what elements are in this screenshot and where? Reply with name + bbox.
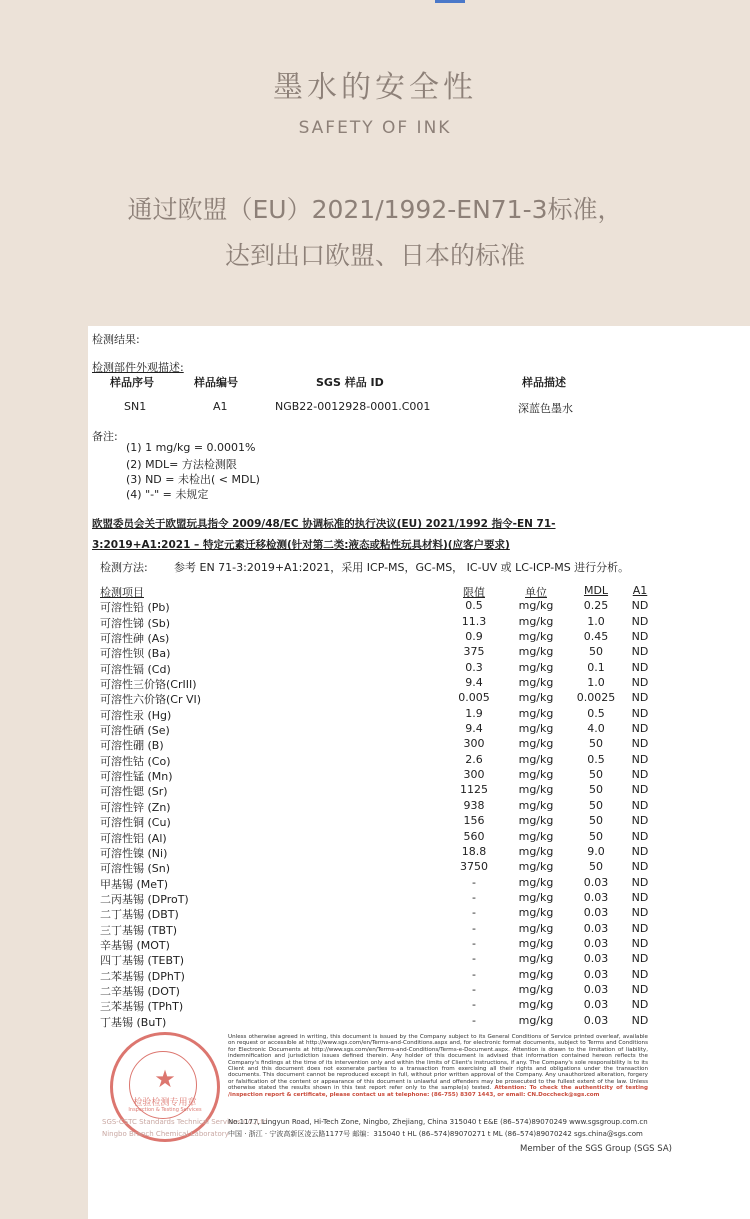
cell-unit: mg/kg [518,829,554,843]
cell-unit: mg/kg [518,645,554,659]
results-label: 检测结果: [92,333,140,346]
cell-result: ND [631,829,649,843]
cell-limit: - [472,952,476,966]
cell-mdl: 0.03 [583,982,609,996]
cell-unit: mg/kg [518,660,554,674]
cell-result: ND [631,599,649,613]
cell-unit: mg/kg [518,952,554,966]
cell-result: ND [631,998,649,1012]
cell-unit: mg/kg [518,1013,554,1027]
cell-limit: 0.5 [465,599,483,613]
table-row [100,983,750,998]
cell-item: 二辛基锡 (DOT) [100,984,180,998]
standard-line-1: 欧盟委员会关于欧盟玩具指令 2009/48/EC 协调标准的执行决议(EU) 2021/1992 指令-EN 71- [92,518,556,530]
cell-unit: mg/kg [518,967,554,981]
cell-mdl: 50 [589,737,603,751]
table-row [100,676,750,691]
top-accent-bar [435,0,465,3]
cell-mdl: 1.0 [587,676,605,690]
claim-line-1: 通过欧盟（EU）2021/1992-EN71-3标准， [127,195,623,224]
fine-print-text: Unless otherwise agreed in writing, this document is issued by the Company subject to its General Conditions of Service printed overleaf, available on request or accessible at http://www.sgs.com/en/Terms-and-Conditions.aspx and, for electronic format documents, subject to Terms and Conditions for Electronic Documents at http://www.sgs.com/en/Terms-and-Conditions/Terms-e-Document.aspx. Attention is drawn to the limitation of liability, indemnification and jurisdiction issues defined therein. Any holder of this document is advised that information contained hereon reflects the Company's findings at the time of its intervention only and within the limits of Client's instructions, if any. The Company's sole responsibility is to its Client and this document does not exonerate parties to a transaction from exercising all their rights and obligations under the transaction documents. This document cannot be reproduced except in full, without prior written approval of the Company. Any unauthorized alteration, forgery or falsification of the content or appearance of this document is unlawful and offenders may be prosecuted to the fullest extent of the law. Unless otherwise stated the results shown in this test report refer only to the sample(s) tested. [228,1034,648,1092]
table-header-row [100,584,750,599]
sample-header-seq: 样品序号 [110,376,154,389]
fine-print [228,1034,648,1098]
seal-star-icon: ★ [154,1065,176,1093]
cell-item: 甲基锡 (MeT) [100,877,169,891]
cell-unit: mg/kg [518,906,554,920]
cell-item: 二苯基锡 (DPhT) [100,969,185,983]
cell-unit: mg/kg [518,998,554,1012]
table-row [100,922,750,937]
cell-mdl: 0.03 [583,936,609,950]
cell-mdl: 0.03 [583,921,609,935]
cell-item: 可溶性锑 (Sb) [100,616,171,630]
cell-mdl: 9.0 [587,844,605,858]
table-row [100,1014,750,1029]
table-row [100,768,750,783]
cell-item: 丁基锡 (BuT) [100,1015,167,1029]
cell-limit: - [472,890,476,904]
cell-limit: 560 [463,829,485,843]
cell-item: 可溶性钡 (Ba) [100,647,171,661]
cell-unit: mg/kg [518,614,554,628]
cell-mdl: 50 [589,814,603,828]
cell-item: 四丁基锡 (TEBT) [100,954,185,968]
method-text: 参考 EN 71-3:2019+A1:2021，采用 ICP-MS，GC-MS， IC-UV 或 LC-ICP-MS 进行分析。 [174,561,630,574]
cell-mdl: 0.03 [583,952,609,966]
cell-mdl: 0.03 [583,906,609,920]
table-row [100,937,750,952]
table-row [100,645,750,660]
note-1: (1) 1 mg/kg = 0.0001% [126,441,256,454]
table-row [100,906,750,921]
cell-unit: mg/kg [518,722,554,736]
col-header-unit: 单位 [525,586,547,599]
cell-mdl: 0.03 [583,998,609,1012]
cell-mdl: 50 [589,829,603,843]
table-row [100,952,750,967]
cell-limit: 1.9 [465,706,483,720]
seal-text-en: Inspection & Testing Services [128,1107,202,1113]
cell-limit: - [472,998,476,1012]
cell-result: ND [631,783,649,797]
cell-unit: mg/kg [518,844,554,858]
cell-result: ND [631,1013,649,1027]
table-row [100,998,750,1013]
table-row [100,891,750,906]
cell-result: ND [631,706,649,720]
cell-limit: - [472,921,476,935]
cell-limit: 3750 [460,860,488,874]
cell-limit: - [472,967,476,981]
cell-item: 三苯基锡 (TPhT) [100,1000,184,1014]
cell-mdl: 0.03 [583,1013,609,1027]
table-row [100,753,750,768]
cell-mdl: 0.25 [583,599,609,613]
note-3: (3) ND = 未检出( < MDL) [126,473,260,486]
cell-unit: mg/kg [518,860,554,874]
cell-limit: 2.6 [465,752,483,766]
col-header-mdl: MDL [583,584,609,597]
cell-limit: 0.005 [458,691,490,705]
cell-limit: 300 [463,768,485,782]
cell-unit: mg/kg [518,875,554,889]
cell-mdl: 50 [589,645,603,659]
cell-item: 可溶性锡 (Sn) [100,862,171,876]
standard-line-2: 3:2019+A1:2021 – 特定元素迁移检测(针对第二类:液态或粘性玩具材料)(应客户要求) [92,539,510,551]
cell-result: ND [631,860,649,874]
cell-unit: mg/kg [518,676,554,690]
cell-result: ND [631,921,649,935]
cell-mdl: 50 [589,783,603,797]
cell-result: ND [631,906,649,920]
page-title-en: SAFETY OF INK [298,118,452,138]
cell-item: 可溶性硒 (Se) [100,724,170,738]
cell-item: 可溶性锶 (Sr) [100,785,168,799]
table-row [100,814,750,829]
cell-mdl: 0.1 [587,660,605,674]
cell-unit: mg/kg [518,890,554,904]
cell-limit: 0.9 [465,630,483,644]
cell-result: ND [631,676,649,690]
table-row [100,783,750,798]
table-row [100,860,750,875]
sample-desc-label: 检测部件外观描述: [92,361,184,374]
cell-result: ND [631,936,649,950]
cell-result: ND [631,645,649,659]
address-en: No.1177, Lingyun Road, Hi-Tech Zone, Ningbo, Zhejiang, China 315040 t E&E (86–574)89070249 www.sgsgroup.com.cn [228,1118,648,1126]
table-row [100,845,750,860]
sample-header-no: 样品编号 [194,376,238,389]
cell-result: ND [631,798,649,812]
cell-result: ND [631,967,649,981]
cell-mdl: 0.03 [583,890,609,904]
table-row [100,661,750,676]
table-row [100,830,750,845]
table-row [100,707,750,722]
sample-value-no: A1 [213,400,228,413]
cell-item: 可溶性钴 (Co) [100,754,171,768]
cell-item: 可溶性镍 (Ni) [100,846,168,860]
cell-limit: 9.4 [465,676,483,690]
sample-value-seq: SN1 [124,400,147,413]
table-row [100,615,750,630]
note-4: (4) "-" = 未规定 [126,488,209,501]
cell-result: ND [631,630,649,644]
faded-company-line-2: Ningbo Branch Chemical Laboratory [102,1130,229,1138]
cell-result: ND [631,660,649,674]
cell-item: 可溶性砷 (As) [100,632,170,646]
note-2: (2) MDL= 方法检测限 [126,458,237,471]
method-label: 检测方法: [100,561,148,574]
table-row [100,630,750,645]
claim-line-2: 达到出口欧盟、日本的标准 [224,241,525,270]
sample-header-desc: 样品描述 [522,376,566,389]
cell-item: 三丁基锡 (TBT) [100,923,178,937]
cell-item: 可溶性硼 (B) [100,739,164,753]
cell-result: ND [631,814,649,828]
cell-limit: 300 [463,737,485,751]
cell-unit: mg/kg [518,814,554,828]
cell-mdl: 1.0 [587,614,605,628]
cell-mdl: 0.5 [587,752,605,766]
cell-result: ND [631,844,649,858]
notes-label: 备注: [92,430,118,443]
table-row [100,722,750,737]
cell-item: 二丙基锡 (DProT) [100,892,189,906]
cell-item: 二丁基锡 (DBT) [100,908,179,922]
cell-result: ND [631,890,649,904]
cell-unit: mg/kg [518,691,554,705]
address-cn: 中国 · 浙江 · 宁波高新区凌云路1177号 邮编：315040 t HL (86–574)89070271 t ML (86–574)89070242 sgs.china@sgs.com [228,1130,643,1138]
cell-result: ND [631,982,649,996]
table-row [100,876,750,891]
table-row [100,968,750,983]
cell-result: ND [631,752,649,766]
cell-item: 可溶性锰 (Mn) [100,770,173,784]
cell-mdl: 0.03 [583,967,609,981]
table-row [100,737,750,752]
cell-item: 可溶性六价铬(Cr VI) [100,693,202,707]
table-row [100,599,750,614]
cell-mdl: 0.0025 [576,691,616,705]
cell-item: 可溶性铅 (Pb) [100,601,170,615]
cell-limit: 938 [463,798,485,812]
cell-result: ND [631,875,649,889]
cell-mdl: 50 [589,768,603,782]
seal-text: 检验检测专用章 [133,1098,197,1108]
table-body [100,599,750,1029]
sample-value-desc: 深蓝色墨水 [518,402,573,415]
cell-item: 可溶性铜 (Cu) [100,816,171,830]
cell-limit: 18.8 [461,844,487,858]
cell-unit: mg/kg [518,768,554,782]
cell-unit: mg/kg [518,921,554,935]
cell-unit: mg/kg [518,798,554,812]
cell-mdl: 0.5 [587,706,605,720]
cell-result: ND [631,614,649,628]
cell-mdl: 50 [589,798,603,812]
cell-limit: 0.3 [465,660,483,674]
col-header-limit: 限值 [463,586,485,599]
test-report-document [88,326,750,1219]
cell-unit: mg/kg [518,706,554,720]
cell-result: ND [631,952,649,966]
cell-unit: mg/kg [518,936,554,950]
cell-item: 可溶性汞 (Hg) [100,708,172,722]
cell-item: 可溶性铝 (Al) [100,831,167,845]
cell-limit: 375 [463,645,485,659]
cell-mdl: 0.45 [583,630,609,644]
sgs-member-note: Member of the SGS Group (SGS SA) [520,1144,672,1154]
cell-limit: - [472,906,476,920]
cell-limit: 156 [463,814,485,828]
cell-unit: mg/kg [518,752,554,766]
cell-mdl: 0.03 [583,875,609,889]
cell-limit: - [472,875,476,889]
cell-item: 辛基锡 (MOT) [100,938,170,952]
cell-limit: 9.4 [465,722,483,736]
cell-unit: mg/kg [518,737,554,751]
cell-mdl: 50 [589,860,603,874]
cell-item: 可溶性三价铬(CrIII) [100,678,197,692]
table-row [100,691,750,706]
sample-value-id: NGB22-0012928-0001.C001 [275,400,431,413]
cell-limit: 11.3 [461,614,487,628]
cell-result: ND [631,768,649,782]
cell-mdl: 4.0 [587,722,605,736]
cell-unit: mg/kg [518,783,554,797]
table-row [100,799,750,814]
fine-print-attention: Attention: To check the authenticity of testing /inspection report & certificate, please contact us at telephone: (86-755) 8307 1443, or email: CN.Doccheck@sgs.com [228,1085,648,1098]
cell-result: ND [631,737,649,751]
cell-limit: - [472,936,476,950]
col-header-item: 检测项目 [100,586,144,599]
cell-result: ND [631,691,649,705]
results-table [100,584,750,1029]
sample-header-id: SGS 样品 ID [316,376,384,389]
cell-result: ND [631,722,649,736]
page-title-cn: 墨水的安全性 [273,70,477,105]
cell-unit: mg/kg [518,982,554,996]
cell-item: 可溶性镉 (Cd) [100,662,171,676]
cell-limit: - [472,982,476,996]
cell-limit: 1125 [460,783,488,797]
cell-item: 可溶性锌 (Zn) [100,800,171,814]
cell-limit: - [472,1013,476,1027]
cell-unit: mg/kg [518,630,554,644]
col-header-a1: A1 [632,584,648,597]
cell-unit: mg/kg [518,599,554,613]
faded-company-line-1: SGS-CSTC Standards Technical Services Co.,Ltd. [102,1118,270,1126]
